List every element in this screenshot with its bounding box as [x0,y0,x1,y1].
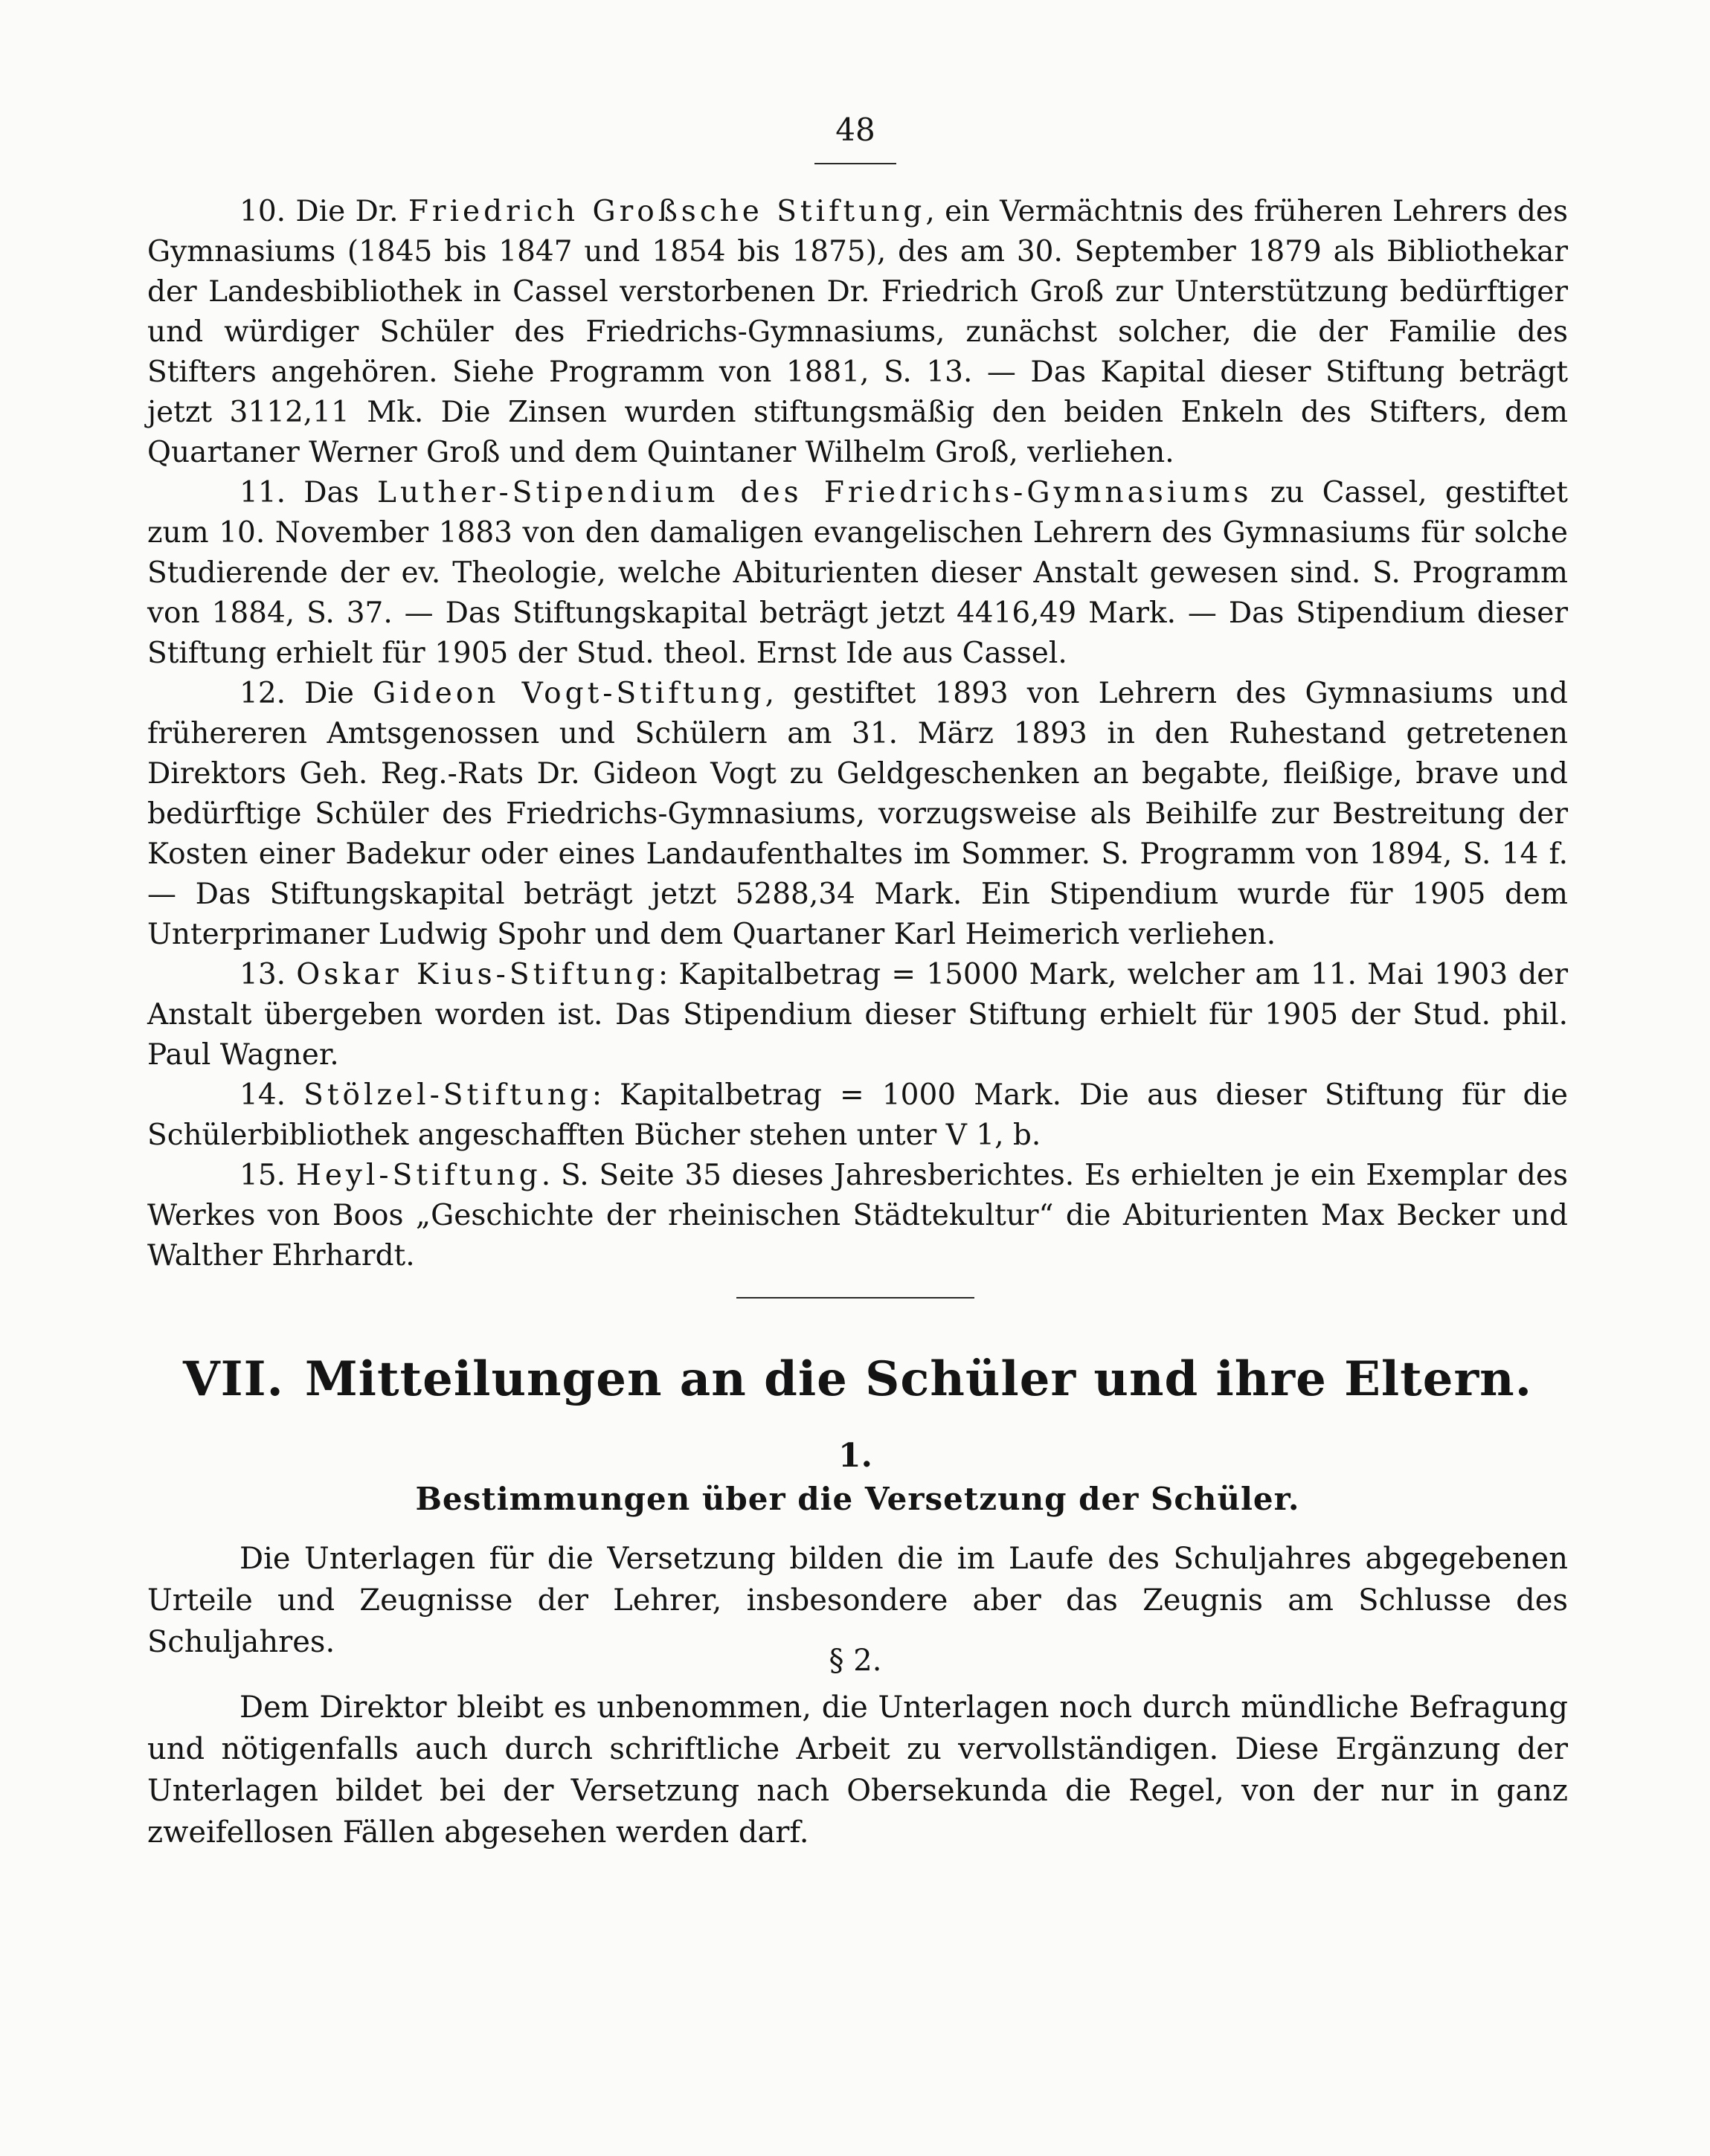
paragraph-11-text: zu Cassel, gestiftet zum 10. November 1883 von den damaligen evangelischen Lehrern des Gymnasiums für solche Studierende der ev. Theologie, welche Abiturienten dieser Anstalt gewesen sind. S. Programm von 1884, S. 37. — Das Stiftungskapital beträgt jetzt 4416,49 Mark. — Das Stipendium dieser Stiftung erhielt für 1905 der Stud. theol. Ernst Ide aus Cassel. [147,476,1568,670]
paragraph-10-lead: 10. Die Dr. [240,195,408,228]
paragraph-14 [147,1075,1568,1156]
chapter-number: VII. [183,1351,284,1407]
chapter-title: Mitteilungen an die Schüler und ihre Eltern. [304,1351,1532,1407]
section-2-body [147,1687,1568,1853]
section-1-title: Bestimmungen über die Versetzung der Schüler. [415,1481,1300,1517]
paragraph-11 [147,473,1568,674]
paragraph-11-name: Luther-Stipendium des Friedrichs-Gymnasiums [377,476,1253,509]
paragraph-10 [147,192,1568,473]
paragraph-14-lead: 14. [240,1078,304,1112]
section-2-number: § 2. [829,1644,882,1678]
paragraph-14-name: Stölzel-Stiftung [303,1078,592,1112]
paragraph-12-text: , gestiftet 1893 von Lehrern des Gymnasiums und frühereren Amtsgenossen und Schülern am 31. März 1893 in den Ruhestand getretenen Direktors Geh. Reg.-Rats Dr. Gideon Vogt zu Geldgeschenken an begabte, fleißige, brave und bedürftige Schüler des Friedrichs-Gymnasiums, vorzugsweise als Beihilfe zur Bestreitung der Kosten einer Badekur oder eines Landaufenthaltes im Sommer. S. Programm von 1894, S. 14 f. — Das Stiftungskapital beträgt jetzt 5288,34 Mark. Ein Stipendium wurde für 1905 dem Unterprimaner Ludwig Spohr und dem Quartaner Karl Heimerich verliehen. [147,677,1569,951]
paragraph-12-name: Gideon Vogt-Stiftung [373,677,765,710]
paragraph-13-name: Oskar Kius-Stiftung [296,958,659,991]
paragraph-14-text: : Kapitalbetrag = 1000 Mark. Die aus dieser Stiftung für die Schülerbibliothek angeschafften Bücher stehen unter V 1, b. [147,1078,1568,1152]
paragraph-12-lead: 12. Die [240,677,373,710]
section-1-paragraph: Die Unterlagen für die Versetzung bilden die im Laufe des Schuljahres abgegebenen Urteile und Zeugnisse der Lehrer, insbesondere aber das Zeugnis am Schlusse des Schuljahres. [147,1542,1568,1659]
paragraph-13 [147,955,1568,1075]
paragraph-15 [147,1156,1568,1276]
paragraph-15-text: . S. Seite 35 dieses Jahresberichtes. Es erhielten je ein Exemplar des Werkes von Boos „Geschichte der rheinischen Städtekultur“ die Abiturienten Max Becker und Walther Ehrhardt. [147,1159,1568,1272]
section-divider [736,1297,974,1299]
paragraph-11-lead: 11. Das [240,476,378,509]
paragraph-10-name: Friedrich Großsche Stiftung [408,195,926,228]
foundations-list [147,192,1568,1276]
chapter-heading [147,1350,1568,1409]
paragraph-12 [147,674,1568,955]
page-number: 48 [835,112,875,148]
paragraph-15-lead: 15. [240,1159,296,1192]
paragraph-13-lead: 13. [240,958,297,991]
section-2-paragraph: Dem Direktor bleibt es unbenommen, die Unterlagen noch durch mündliche Befragung und nötigenfalls auch durch schriftliche Arbeit zu vervollständigen. Diese Ergänzung der Unterlagen bildet bei der Versetzung nach Obersekunda die Regel, von der nur in ganz zweifellosen Fällen abgesehen werden darf. [147,1690,1568,1850]
paragraph-15-name: Heyl-Stiftung [295,1159,541,1192]
section-1-number: 1. [838,1437,872,1475]
paragraph-10-text: , ein Vermächtnis des früheren Lehrers des Gymnasiums (1845 bis 1847 und 1854 bis 1875), des am 30. September 1879 als Bibliothekar der Landesbibliothek in Cassel verstorbenen Dr. Friedrich Groß zur Unterstützung bedürftiger und würdiger Schüler des Friedrichs-Gymnasiums, zunächst solcher, die der Familie des Stifters angehören. Siehe Programm von 1881, S. 13. — Das Kapital dieser Stiftung beträgt jetzt 3112,11 Mk. Die Zinsen wurden stiftungsmäßig den beiden Enkeln des Stifters, dem Quartaner Werner Groß und dem Quintaner Wilhelm Groß, verliehen. [147,195,1569,469]
paragraph-13-text: : Kapitalbetrag = 15000 Mark, welcher am 11. Mai 1903 der Anstalt übergeben worden ist. Das Stipendium dieser Stiftung erhielt für 1905 der Stud. phil. Paul Wagner. [147,958,1569,1072]
page-number-rule [814,163,896,164]
